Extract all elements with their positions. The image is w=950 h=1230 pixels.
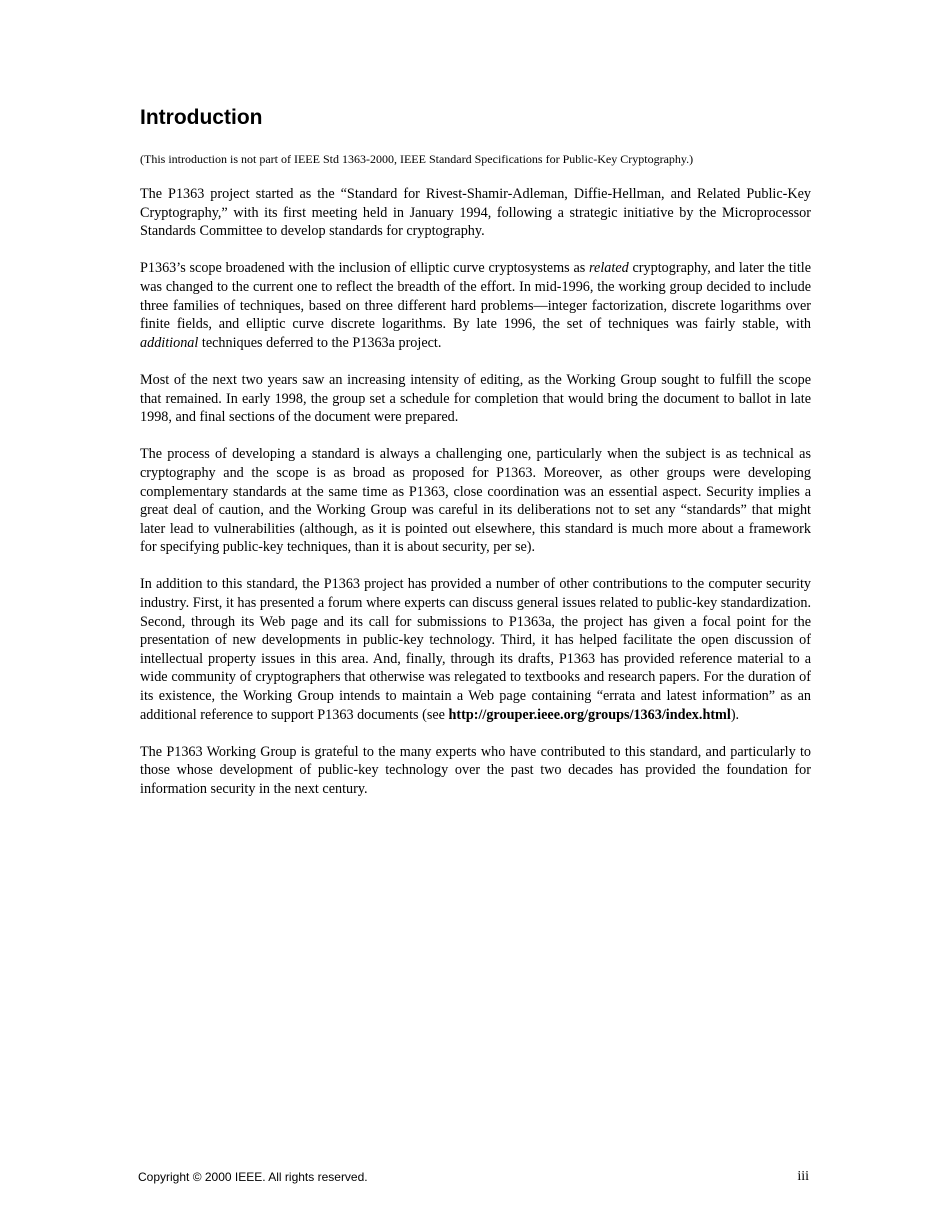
paragraph-scope-text-1: P1363’s scope broadened with the inclusion of elliptic curve cryptosystems as (140, 260, 590, 277)
document-page (140, 0, 811, 1230)
working-group-url-link[interactable]: http://grouper.ieee.org/groups/1363/index.html (448, 706, 731, 723)
paragraph-acknowledgement: The P1363 Working Group is grateful to the many experts who have contributed to this standard, and particularly to those whose development of public-key technology over the past two decades has provided the foundation for information security in the next century. (140, 743, 811, 797)
paragraph-contributions-text: In addition to this standard, the P1363 project has provided a number of other contributions to the computer security industry. First, it has presented a forum where experts can discuss general issues related to public-key standardization. Second, through its Web page and its call for submissions to P1363a, the project has given a focal point for the presentation of new developments in public-key technology. Third, it has helped facilitate the open discussion of intellectual property issues in this area. And, finally, through its drafts, P1363 has provided reference material to a wide community of cryptographers that otherwise was relegated to textbooks and research papers. For the duration of its existence, the Working Group intends to maintain a Web page containing “errata and latest information” as an additional reference to support P1363 documents (see (140, 576, 811, 723)
page-title: Introduction (140, 106, 263, 129)
emphasis-related: related (589, 260, 629, 277)
paragraph-scope-text-2: cryptography, and later the title was changed to the current one to reflect the breadth of the effort. In mid-1996, the working group decided to include three families of techniques, based on three different hard problems—integer factorization, discrete logarithms over finite fields, and elliptic curve discrete logarithms. By late 1996, the set of techniques was fairly stable, with (140, 260, 811, 333)
paragraph-contributions (140, 575, 811, 724)
paragraph-project-start: The P1363 project started as the “Standard for Rivest-Shamir-Adleman, Diffie-Hellman, and Related Public-Key Cryptography,” with its first meeting held in January 1994, following a strategic initiative by the Microprocessor Standards Committee to develop standards for cryptography. (140, 186, 811, 240)
body-text (140, 185, 811, 817)
paragraph-scope-text-3: techniques deferred to the P1363a project. (198, 334, 442, 351)
paragraph-editing: Most of the next two years saw an increasing intensity of editing, as the Working Group sought to fulfill the scope that remained. In early 1998, the group set a schedule for completion that would bring the document to ballot in late 1998, and final sections of the document were prepared. (140, 371, 811, 426)
emphasis-additional: additional (140, 334, 199, 351)
paragraph-contributions-tail: ). (730, 706, 740, 723)
footer-page-number: iii (797, 1169, 809, 1184)
paragraph-scope (140, 259, 811, 352)
paragraph-process: The process of developing a standard is always a challenging one, particularly when the subject is as technical as cryptography and the scope is as broad as proposed for P1363. Moreover, as other groups were developing complementary standards at the same time as P1363, close coordination was an essential aspect. Security implies a great deal of caution, and the Working Group was careful in its deliberations not to set any “standards” that might later lead to vulnerabilities (although, as it is pointed out elsewhere, this standard is much more about a framework for specifying public-key techniques, than it is about security, per se). (140, 446, 811, 556)
footer-copyright: Copyright © 2000 IEEE. All rights reserved. (138, 1170, 368, 1184)
introduction-note: (This introduction is not part of IEEE Std 1363-2000, IEEE Standard Specifications for Public-Key Cryptography.) (140, 152, 694, 166)
